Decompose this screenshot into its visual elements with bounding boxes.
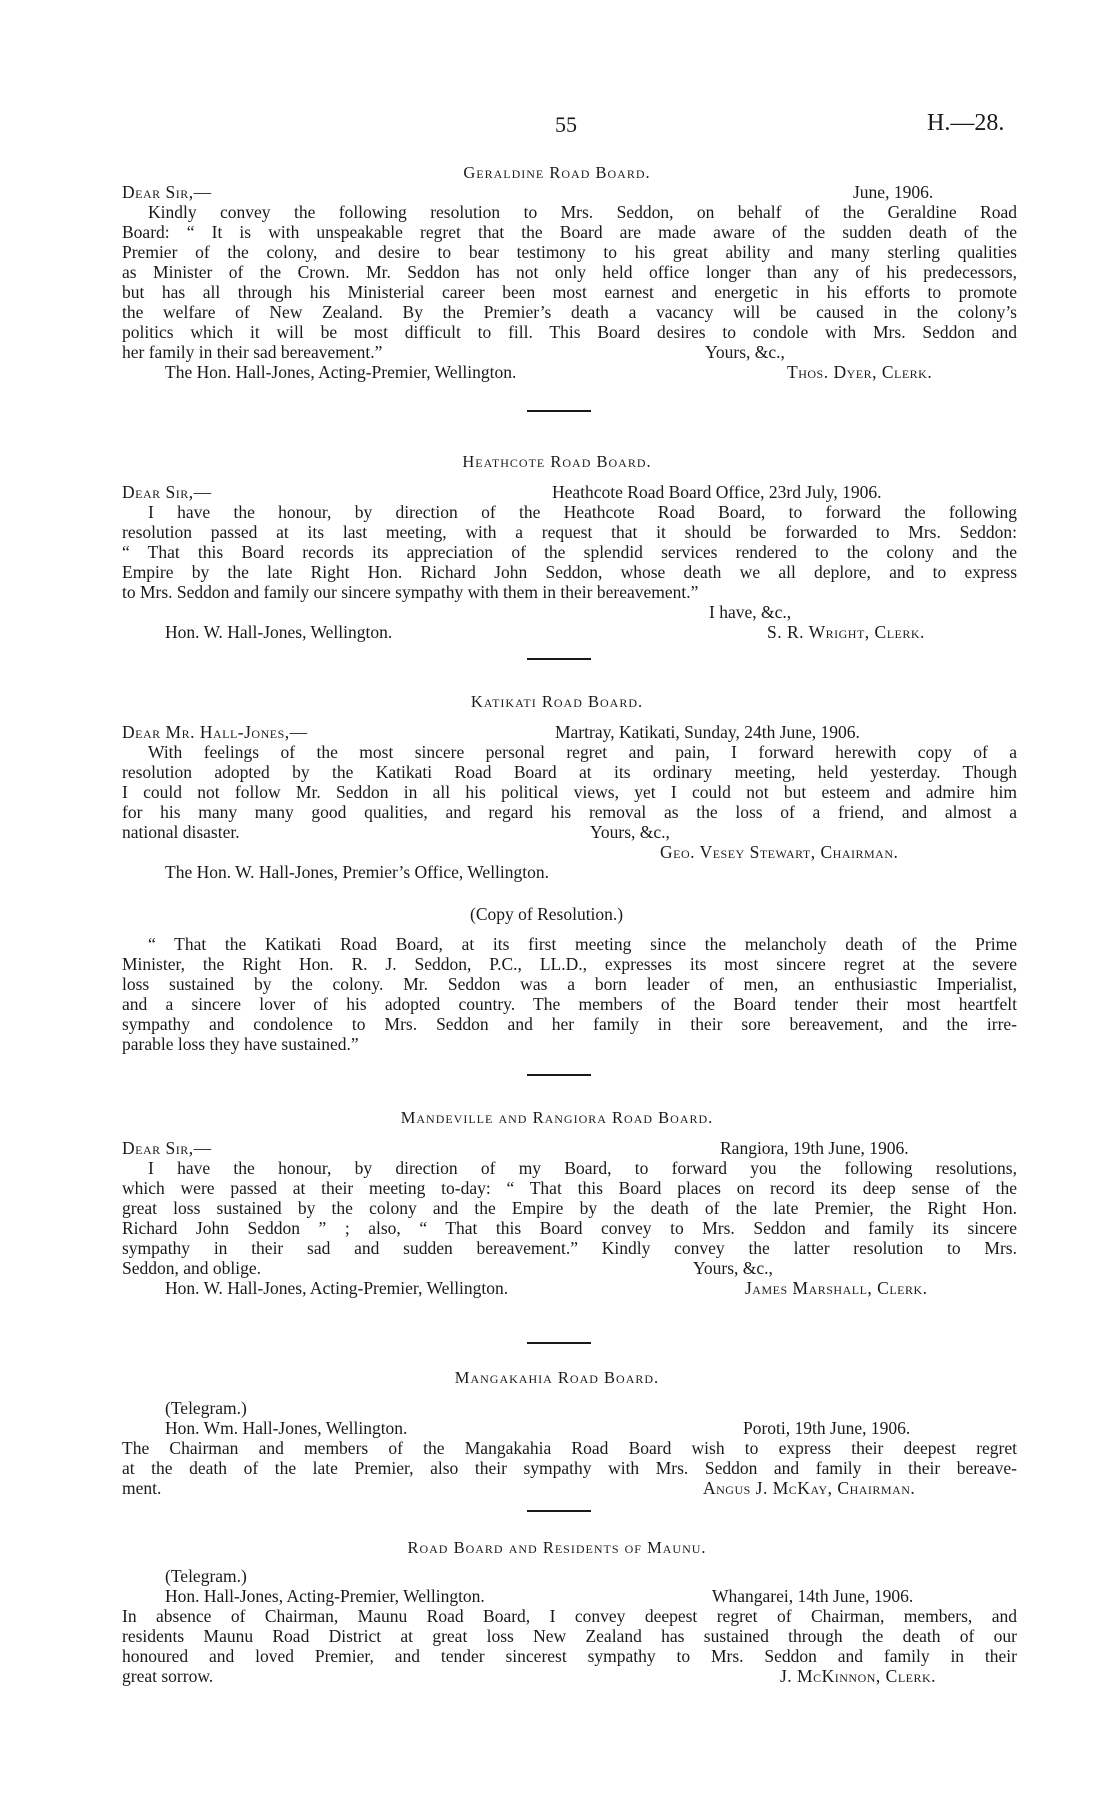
body-line: Richard John Seddon ” ; also, “ That this Board convey to Mrs. Seddon and family its sincere	[122, 1218, 1017, 1238]
resolution-line: parable loss they have sustained.”	[122, 1034, 359, 1054]
section-heading: Mandeville and Rangiora Road Board.	[400, 1108, 714, 1127]
section-heading: Geraldine Road Board.	[463, 163, 651, 182]
salutation: Dear Sir,—	[122, 482, 212, 502]
resolution-line: and a sincere lover of his adopted country. The members of the Board tender their most heartfelt	[122, 994, 1017, 1014]
copy-heading: (Copy of Resolution.)	[470, 904, 624, 924]
section-heading: Heathcote Road Board.	[462, 452, 652, 471]
body-line: I have the honour, by direction of my Board, to forward you the following resolutions,	[148, 1158, 1017, 1178]
signature: J. McKinnon, Clerk.	[780, 1666, 937, 1686]
letter-date: Rangiora, 19th June, 1906.	[720, 1138, 909, 1158]
resolution-line: “ That the Katikati Road Board, at its first meeting since the melancholy death of the Prime	[148, 934, 1017, 954]
section-divider	[527, 410, 591, 412]
body-line: Kindly convey the following resolution to Mrs. Seddon, on behalf of the Geraldine Road	[148, 202, 1017, 222]
body-line: sympathy in their sad and sudden bereavement.” Kindly convey the latter resolution to Mrs.	[122, 1238, 1017, 1258]
body-line: great loss sustained by the colony and the Empire by the death of the late Premier, the Right Hon.	[122, 1198, 1017, 1218]
signature: James Marshall, Clerk.	[745, 1278, 928, 1298]
body-line: Board: “ It is with unspeakable regret that the Board are made aware of the sudden death of the	[122, 222, 1017, 242]
body-line: politics which it will be most difficult to fill. This Board desires to condole with Mrs. Seddon and	[122, 322, 1017, 342]
signature: S. R. Wright, Clerk.	[767, 622, 925, 642]
telegram-label: (Telegram.)	[165, 1398, 247, 1418]
body-line: resolution passed at its last meeting, with a request that it should be forwarded to Mrs. Seddon:	[122, 522, 1017, 542]
document-reference: H.—28.	[927, 110, 1005, 136]
addressee: The Hon. W. Hall-Jones, Premier’s Office, Wellington.	[165, 862, 550, 882]
addressee: The Hon. Hall-Jones, Acting-Premier, Wellington.	[165, 362, 517, 382]
salutation: Dear Sir,—	[122, 182, 212, 202]
body-line: Seddon, and oblige.	[122, 1258, 262, 1278]
body-line: I have the honour, by direction of the Heathcote Road Board, to forward the following	[148, 502, 1017, 522]
addressee: Hon. Wm. Hall-Jones, Wellington.	[165, 1418, 408, 1438]
body-line: but has all through his Ministerial career been most earnest and energetic in his efforts to promote	[122, 282, 1017, 302]
salutation: Dear Sir,—	[122, 1138, 212, 1158]
telegram-label: (Telegram.)	[165, 1566, 247, 1586]
letter-date: Martray, Katikati, Sunday, 24th June, 1906.	[555, 722, 860, 742]
closing: Yours, &c.,	[705, 342, 785, 362]
body-line: “ That this Board records its appreciation of the splendid services rendered to the colony and the	[122, 542, 1017, 562]
section-heading: Katikati Road Board.	[470, 692, 644, 711]
body-line: resolution adopted by the Katikati Road Board at its ordinary meeting, held yesterday. Though	[122, 762, 1017, 782]
closing: Yours, &c.,	[693, 1258, 773, 1278]
section-divider	[527, 1342, 591, 1344]
addressee: Hon. W. Hall-Jones, Acting-Premier, Wellington.	[165, 1278, 509, 1298]
section-heading: Road Board and Residents of Maunu.	[407, 1538, 707, 1557]
body-line: residents Maunu Road District at great loss New Zealand has sustained through the death of our	[122, 1626, 1017, 1646]
body-line: I could not follow Mr. Seddon in all his political views, yet I could not but esteem and admire him	[122, 782, 1017, 802]
body-line: as Minister of the Crown. Mr. Seddon has not only held office longer than any of his predecessors,	[122, 262, 1017, 282]
resolution-line: loss sustained by the colony. Mr. Seddon was a born leader of men, an enthusiastic Imperialist,	[122, 974, 1017, 994]
signature: Thos. Dyer, Clerk.	[787, 362, 933, 382]
body-line: the welfare of New Zealand. By the Premier’s death a vacancy will be caused in the colony’s	[122, 302, 1017, 322]
resolution-line: Minister, the Right Hon. R. J. Seddon, P.C., LL.D., expresses its most sincere regret at the severe	[122, 954, 1017, 974]
signature: Geo. Vesey Stewart, Chairman.	[660, 842, 899, 862]
body-line: The Chairman and members of the Mangakahia Road Board wish to express their deepest regret	[122, 1438, 1017, 1458]
letter-date: Whangarei, 14th June, 1906.	[712, 1586, 914, 1606]
resolution-line: sympathy and condolence to Mrs. Seddon and her family in their sore bereavement, and the irre-	[122, 1014, 1017, 1034]
addressee: Hon. W. Hall-Jones, Wellington.	[165, 622, 393, 642]
body-line: her family in their sad bereavement.”	[122, 342, 383, 362]
closing: I have, &c.,	[709, 602, 792, 622]
letter-date: Heathcote Road Board Office, 23rd July, 1906.	[552, 482, 882, 502]
body-line: Empire by the late Right Hon. Richard John Seddon, whose death we all deplore, and to express	[122, 562, 1017, 582]
section-heading: Mangakahia Road Board.	[454, 1368, 660, 1387]
body-line: national disaster.	[122, 822, 240, 842]
body-line: Premier of the colony, and desire to bear testimony to his great ability and many sterling qualities	[122, 242, 1017, 262]
section-divider	[527, 1074, 591, 1076]
closing: Yours, &c.,	[590, 822, 670, 842]
body-line: great sorrow.	[122, 1666, 214, 1686]
body-line: for his many many good qualities, and regard his removal as the loss of a friend, and almost a	[122, 802, 1017, 822]
letter-date: June, 1906.	[853, 182, 934, 202]
body-line: which were passed at their meeting to-day: “ That this Board places on record its deep sense of the	[122, 1178, 1017, 1198]
letter-date: Poroti, 19th June, 1906.	[743, 1418, 911, 1438]
body-line: at the death of the late Premier, also their sympathy with Mrs. Seddon and family in their bereave-	[122, 1458, 1017, 1478]
body-line: With feelings of the most sincere personal regret and pain, I forward herewith copy of a	[148, 742, 1017, 762]
page-number: 55	[555, 112, 577, 137]
body-line: ment.	[122, 1478, 162, 1498]
addressee: Hon. Hall-Jones, Acting-Premier, Wellington.	[165, 1586, 485, 1606]
salutation: Dear Mr. Hall-Jones,—	[122, 722, 308, 742]
body-line: to Mrs. Seddon and family our sincere sympathy with them in their bereavement.”	[122, 582, 699, 602]
signature: Angus J. McKay, Chairman.	[703, 1478, 916, 1498]
section-divider	[527, 658, 591, 660]
section-divider	[527, 1510, 591, 1512]
body-line: honoured and loved Premier, and tender sincerest sympathy to Mrs. Seddon and family in their	[122, 1646, 1017, 1666]
body-line: In absence of Chairman, Maunu Road Board, I convey deepest regret of Chairman, members, and	[122, 1606, 1017, 1626]
